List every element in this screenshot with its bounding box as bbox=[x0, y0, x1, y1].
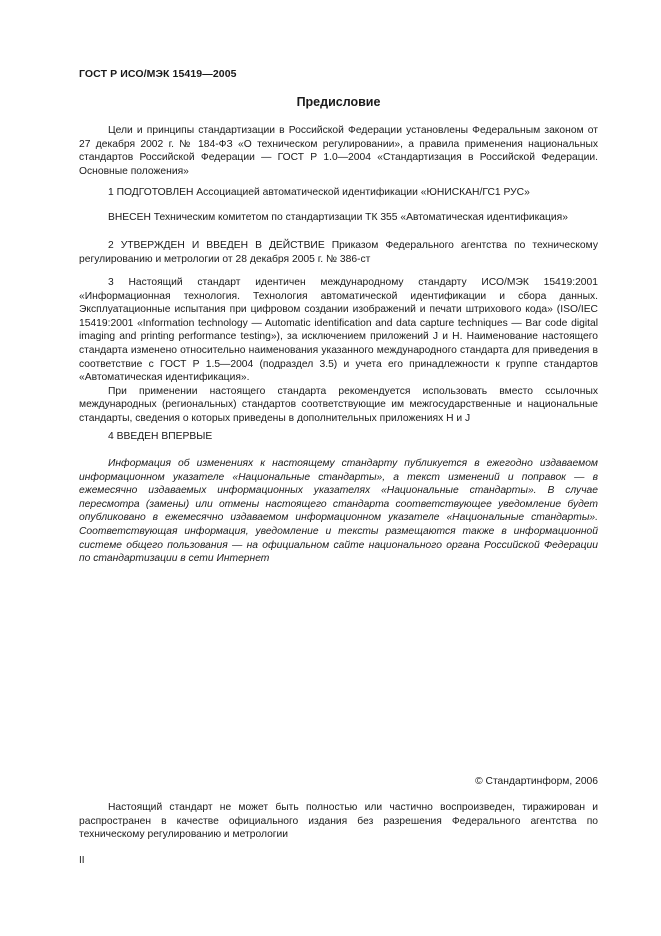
rights-notice: Настоящий стандарт не может быть полностью или частично воспроизведен, тиражирован и распространен в качестве официального издания без разрешения Федерального агентства по техническому регулированию и метрологии bbox=[79, 802, 598, 841]
item-3-references: При применении настоящего стандарта рекомендуется использовать вместо ссылочных международных (региональных) стандартов соответствующие им межгосударственные и национальные стандарты, сведения о которых приведены в дополнительных приложениях Н и J bbox=[79, 385, 598, 424]
intro-paragraph: Цели и принципы стандартизации в Российской Федерации установлены Федеральным законом от 27 декабря 2002 г. № 184-ФЗ «О техническом регулировании», а правила применения национальных стандартов Российской Федерации — ГОСТ Р 1.0—2004 «Стандартизация в Российской Федерации. Основные положения» bbox=[79, 125, 598, 177]
copyright-line: © Стандартинформ, 2006 bbox=[475, 776, 598, 787]
item-1-prepared: 1 ПОДГОТОВЛЕН Ассоциацией автоматической идентификации «ЮНИСКАН/ГС1 РУС» bbox=[108, 187, 530, 198]
change-notice: Информация об изменениях к настоящему стандарту публикуется в ежегодно издаваемом информационном указателе «Национальные стандарты», а текст изменений и поправок — в ежемесячно издаваемых информационных указателях «Национальные стандарты». В случае пересмотра (замены) или отмены настоящего стандарта соответствующее уведомление будет опубликовано в ежемесячно издаваемом информационном указателе «Национальные стандарты». Соответствующая информация, уведомление и тексты размещаются также в информационной системе общего пользования — на официальном сайте национального органа Российской Федерации по стандартизации в сети Интернет bbox=[79, 458, 598, 565]
item-3-section bbox=[79, 276, 598, 426]
item-1-submitted: ВНЕСЕН Техническим комитетом по стандартизации ТК 355 «Автоматическая идентификация» bbox=[108, 212, 568, 223]
item-4-first-introduced: 4 ВВЕДЕН ВПЕРВЫЕ bbox=[108, 431, 213, 442]
item-2-approved: 2 УТВЕРЖДЕН И ВВЕДЕН В ДЕЙСТВИЕ Приказом Федерального агентства по техническому регулированию и метрологии от 28 декабря 2005 г. № 386-ст bbox=[79, 240, 598, 265]
document-id: ГОСТ Р ИСО/МЭК 15419—2005 bbox=[79, 68, 237, 80]
page-number: II bbox=[79, 855, 85, 866]
item-3-identical: 3 Настоящий стандарт идентичен международному стандарту ИСО/МЭК 15419:2001 «Информационная технология. Технология автоматической идентификации и сбора данных. Эксплуатационные испытания при цифровом создании изображений и печати штрихового кода» (ISO/IEC 15419:2001 «Information technology — Automatic identification and data capture techniques — Bar code digital imaging and printing performance testing»), за исключением приложений J и H. Наименование настоящего стандарта изменено относительно наименования указанного международного стандарта для приведения в соответствие с ГОСТ Р 1.5—2004 (подраздел 3.5) и учета его принадлежности к группе стандартов «Автоматическая идентификация». bbox=[79, 277, 598, 384]
page-title: Предисловие bbox=[296, 95, 381, 109]
